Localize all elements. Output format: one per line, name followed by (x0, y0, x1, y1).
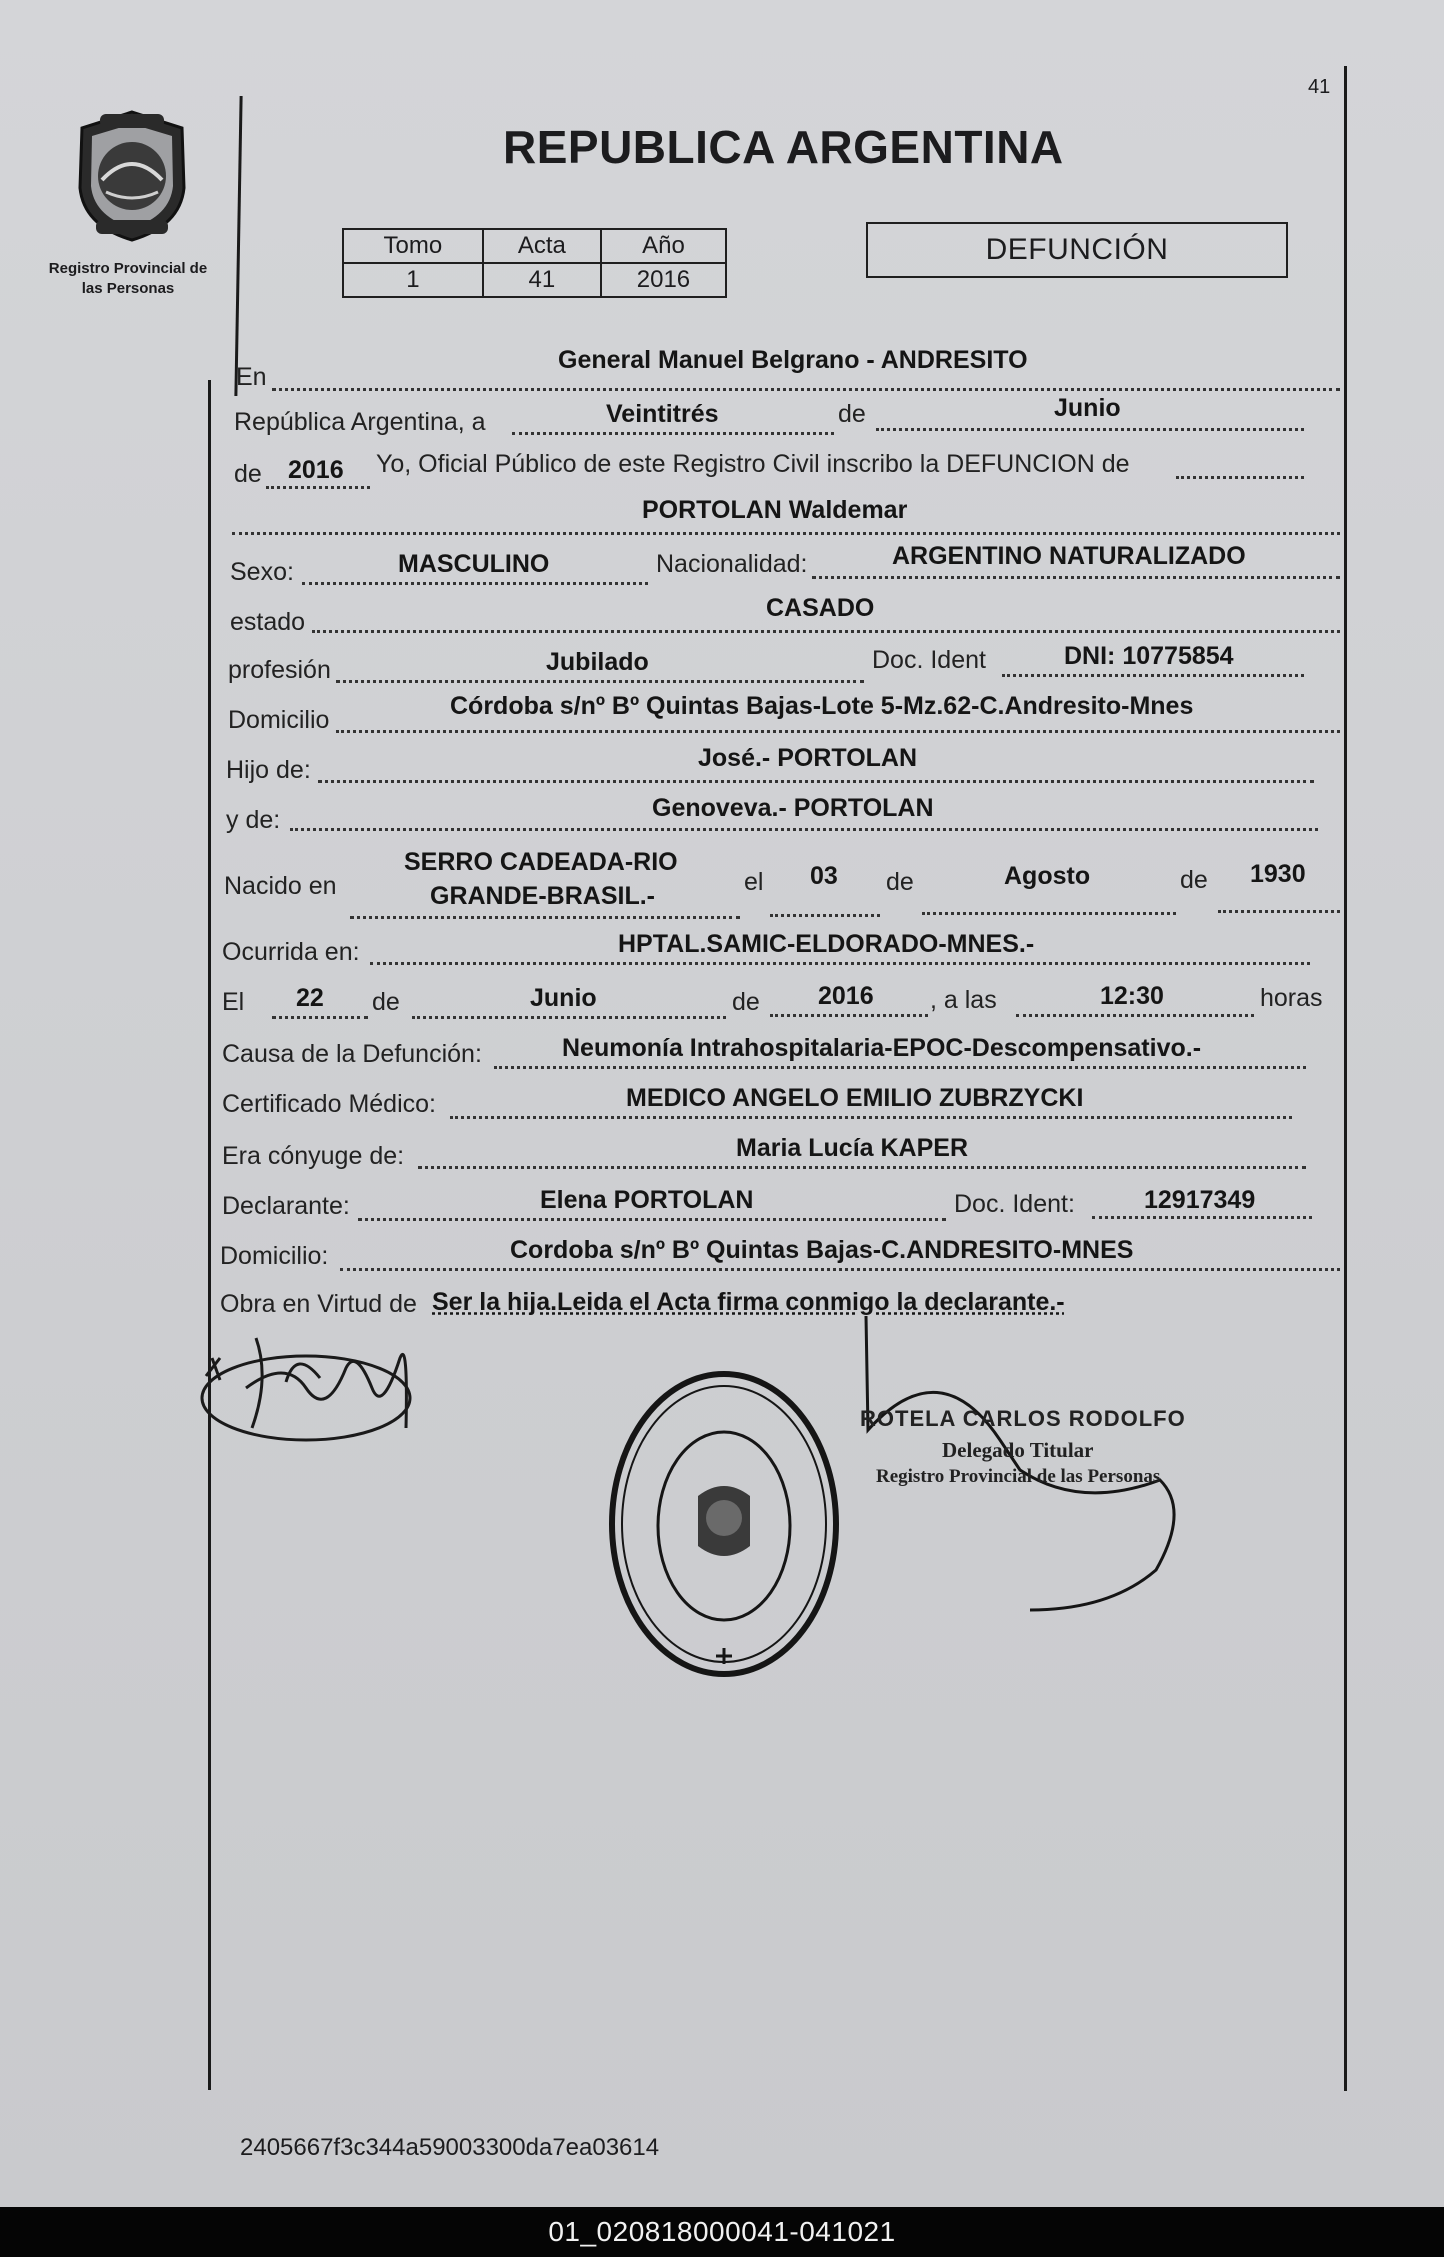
label-nacido-en: Nacido en (224, 872, 337, 900)
page-title: REPUBLICA ARGENTINA (503, 121, 1064, 173)
label-profesion: profesión (228, 656, 331, 684)
act-type-box: DEFUNCIÓN (866, 222, 1288, 278)
right-margin-line (1344, 66, 1347, 2091)
label-de6: de (732, 988, 760, 1016)
value-ocurrida-en: HPTAL.SAMIC-ELDORADO-MNES.- (618, 930, 1035, 958)
value-dia-letras: Veintitrés (606, 400, 719, 428)
label-de2: de (234, 460, 262, 488)
dots-causa (494, 1066, 1306, 1069)
registry-table (342, 228, 727, 298)
label-oficial: Yo, Oficial Público de este Registro Civil inscribo la DEFUNCION de (376, 450, 1130, 478)
registry-header-acta: Acta (483, 229, 601, 263)
dots-domicilio2 (340, 1268, 1340, 1271)
document-hash: 2405667f3c344a59003300da7ea03614 (240, 2134, 660, 2161)
dots-mes (876, 428, 1304, 431)
label-de4: de (1180, 866, 1208, 894)
value-nac-mes: Agosto (1004, 862, 1091, 890)
value-declarante-domicilio: Cordoba s/nº Bº Quintas Bajas-C.ANDRESITO-MNES (510, 1236, 1134, 1264)
label-declarante: Declarante: (222, 1192, 350, 1220)
dots-sexo (302, 582, 648, 585)
dots-declarante (358, 1218, 946, 1221)
label-el2: El (222, 988, 245, 1016)
logo-caption-line1: Registro Provincial de (48, 260, 208, 277)
dots-madre (290, 828, 1318, 831)
dots-padre (318, 780, 1314, 783)
dots-dni (1002, 674, 1304, 677)
registry-value-acta: 41 (483, 263, 601, 297)
label-conyuge: Era cónyuge de: (222, 1142, 405, 1170)
dots-conyuge (418, 1166, 1306, 1169)
value-nacionalidad: ARGENTINO NATURALIZADO (892, 542, 1246, 570)
label-horas: horas (1260, 984, 1323, 1012)
value-causa: Neumonía Intrahospitalaria-EPOC-Descompensativo.- (562, 1034, 1202, 1062)
dots-def-dia (272, 1016, 368, 1019)
dots-nombre (232, 532, 1340, 535)
dots-nac-anio (1218, 910, 1340, 913)
label-y-de: y de: (226, 806, 281, 834)
label-domicilio: Domicilio (228, 706, 330, 734)
value-mes: Junio (1054, 394, 1121, 422)
dots-certificado (450, 1116, 1292, 1119)
value-def-anio: 2016 (818, 982, 874, 1010)
label-el: el (744, 868, 764, 896)
value-padre: José.- PORTOLAN (698, 744, 918, 772)
label-de1: de (838, 400, 866, 428)
dots-oficial-end (1176, 476, 1304, 479)
value-def-mes: Junio (530, 984, 597, 1012)
value-def-dia: 22 (296, 984, 324, 1012)
label-domicilio2: Domicilio: (220, 1242, 329, 1270)
declarant-signature (196, 1318, 432, 1454)
logo-caption-line2: las Personas (81, 280, 175, 297)
dots-nacido-en (350, 916, 740, 919)
registry-value-anio: 2016 (601, 263, 726, 297)
registry-header-tomo: Tomo (343, 229, 483, 263)
label-certificado: Certificado Médico: (222, 1090, 436, 1118)
dots-dia (512, 432, 834, 435)
dots-nacionalidad (812, 576, 1340, 579)
footer-id: 01_020818000041-041021 (0, 2207, 1444, 2257)
value-nac-dia: 03 (810, 862, 838, 890)
registry-header-row (343, 229, 726, 263)
value-madre: Genoveva.- PORTOLAN (652, 794, 934, 822)
value-def-hora: 12:30 (1100, 982, 1164, 1010)
official-seal (604, 1366, 844, 1682)
label-en: En (236, 363, 267, 391)
value-declarante: Elena PORTOLAN (540, 1186, 754, 1214)
left-margin-line (234, 96, 242, 396)
value-certificado: MEDICO ANGELO EMILIO ZUBRZYCKI (626, 1084, 1084, 1112)
value-domicilio: Córdoba s/nº Bº Quintas Bajas-Lote 5-Mz.62-C.Andresito-Mnes (450, 692, 1194, 720)
label-doc-ident: Doc. Ident (872, 646, 986, 674)
value-estado: CASADO (766, 594, 875, 622)
label-obra: Obra en Virtud de (220, 1290, 417, 1318)
value-nacido-en-line1: SERRO CADEADA-RIO (404, 848, 678, 876)
dots-profesion (336, 680, 864, 683)
dots-def-mes (412, 1016, 726, 1019)
value-declarante-doc: 12917349 (1144, 1186, 1256, 1214)
label-a-las: , a las (930, 986, 997, 1014)
registry-value-row (343, 263, 726, 297)
label-hijo-de: Hijo de: (226, 756, 311, 784)
value-lugar: General Manuel Belgrano - ANDRESITO (558, 346, 1028, 374)
registry-header-anio: Año (601, 229, 726, 263)
dots-def-hora (1016, 1014, 1254, 1017)
registry-value-tomo: 1 (343, 263, 483, 297)
dots-anio (266, 486, 370, 489)
officer-office: Registro Provincial de las Personas (876, 1466, 1161, 1487)
value-dni: DNI: 10775854 (1064, 642, 1234, 670)
dots-en (272, 388, 1340, 391)
value-nombre: PORTOLAN Waldemar (642, 496, 908, 524)
province-logo (70, 108, 194, 244)
page-number: 41 (1308, 76, 1331, 98)
value-conyuge: Maria Lucía KAPER (736, 1134, 969, 1162)
label-de3: de (886, 868, 914, 896)
label-estado: estado (230, 608, 306, 636)
value-nac-anio: 1930 (1250, 860, 1306, 888)
value-obra: Ser la hija.Leida el Acta firma conmigo la declarante.- (432, 1288, 1065, 1316)
value-profesion: Jubilado (546, 648, 649, 676)
label-sexo: Sexo: (230, 558, 294, 586)
left-margin-line-lower (208, 380, 211, 2090)
dots-declarante-doc (1092, 1216, 1312, 1219)
label-causa: Causa de la Defunción: (222, 1040, 482, 1068)
label-doc-ident2: Doc. Ident: (954, 1190, 1075, 1218)
value-anio: 2016 (288, 456, 344, 484)
province-logo-icon (70, 108, 194, 244)
label-de5: de (372, 988, 400, 1016)
officer-name: ROTELA CARLOS RODOLFO (860, 1406, 1186, 1431)
label-nacionalidad: Nacionalidad: (656, 550, 808, 578)
value-sexo: MASCULINO (398, 550, 550, 578)
dots-nac-mes (922, 912, 1176, 915)
officer-role: Delegado Titular (942, 1438, 1094, 1462)
dots-estado (312, 630, 1340, 633)
dots-ocurrida (370, 962, 1310, 965)
value-nacido-en-line2: GRANDE-BRASIL.- (430, 882, 655, 910)
dots-domicilio (336, 730, 1340, 733)
label-ocurrida-en: Ocurrida en: (222, 938, 360, 966)
dots-def-anio (770, 1014, 928, 1017)
dots-nac-dia (770, 914, 880, 917)
label-republica: República Argentina, a (234, 408, 486, 436)
